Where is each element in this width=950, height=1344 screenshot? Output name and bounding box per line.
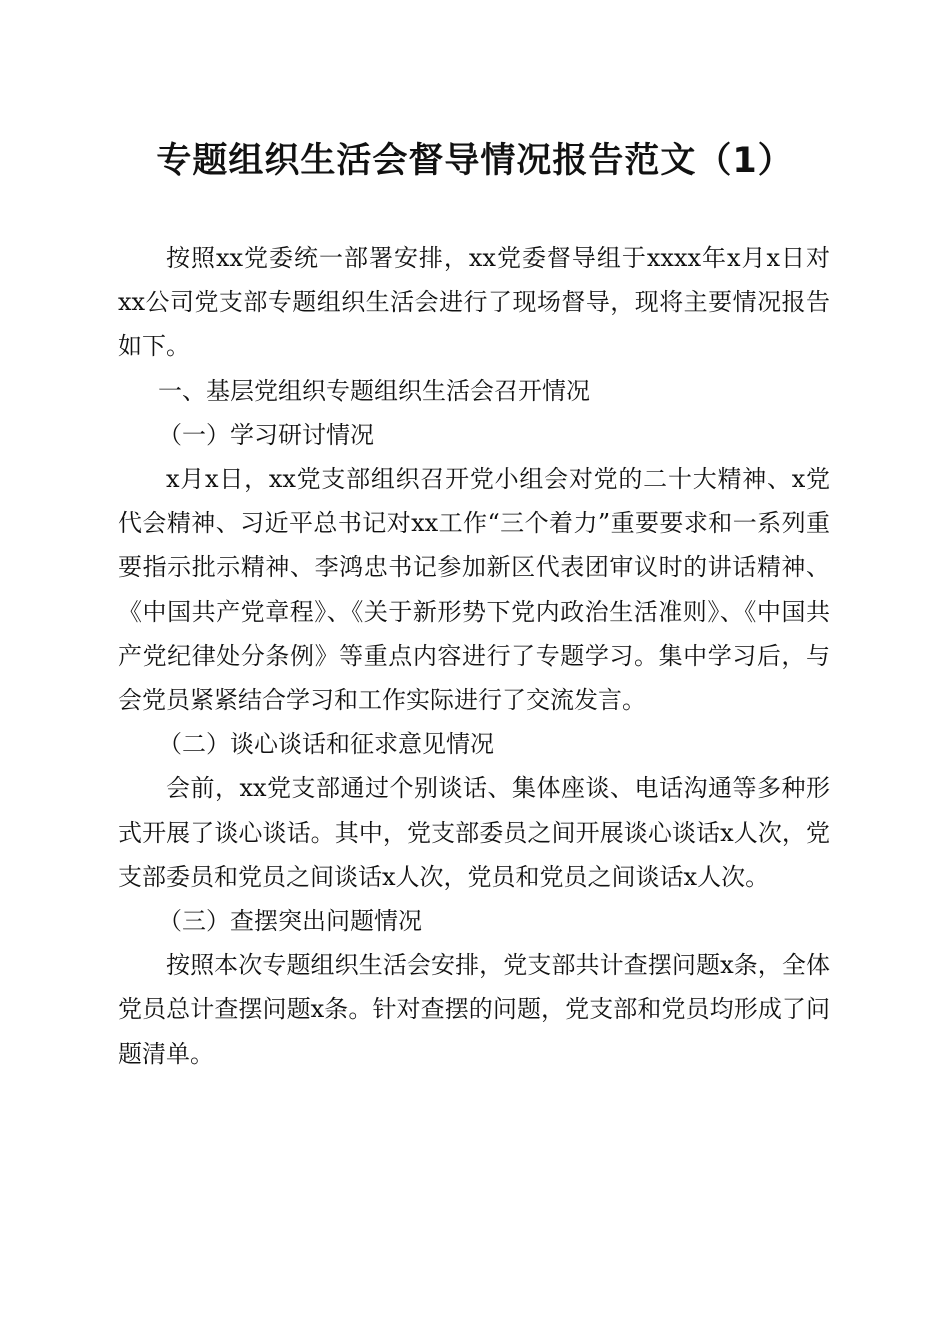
subsection-heading-3: （三）查摆突出问题情况 [158, 907, 422, 936]
subsection-heading-1: （一）学习研讨情况 [158, 420, 374, 449]
section-heading-1: 一、基层党组织专题组织生活会召开情况 [158, 376, 590, 405]
subsection-body-2: 会前，xx党支部通过个别谈话、集体座谈、电话沟通等多种形式开展了谈心谈话。其中，党支部委员之间开展谈心谈话x人次，党支部委员和党员之间谈话x人次，党员和党员之间谈话x人次。 [118, 774, 830, 891]
document-body [118, 236, 830, 1076]
document-title: 专题组织生活会督导情况报告范文（1） [156, 141, 794, 181]
subsection-body-1: x月x日，xx党支部组织召开党小组会对党的二十大精神、x党代会精神、习近平总书记对xx工作“三个着力”重要要求和一系列重要指示批示精神、李鸿忠书记参加新区代表团审议时的讲话精神、《中国共产党章程》、《关于新形势下党内政治生活准则》、《中国共产党纪律处分条例》等重点内容进行了专题学习。集中学习后，与会党员紧紧结合学习和工作实际进行了交流发言。 [118, 465, 830, 715]
subsection-body-3: 按照本次专题组织生活会安排，党支部共计查摆问题x条，全体党员总计查摆问题x条。针对查摆的问题，党支部和党员均形成了问题清单。 [118, 951, 830, 1068]
subsection-heading-2: （二）谈心谈话和征求意见情况 [158, 730, 494, 759]
intro-paragraph: 按照xx党委统一部署安排，xx党委督导组于xxxx年x月x日对xx公司党支部专题组织生活会进行了现场督导，现将主要情况报告如下。 [118, 244, 830, 361]
